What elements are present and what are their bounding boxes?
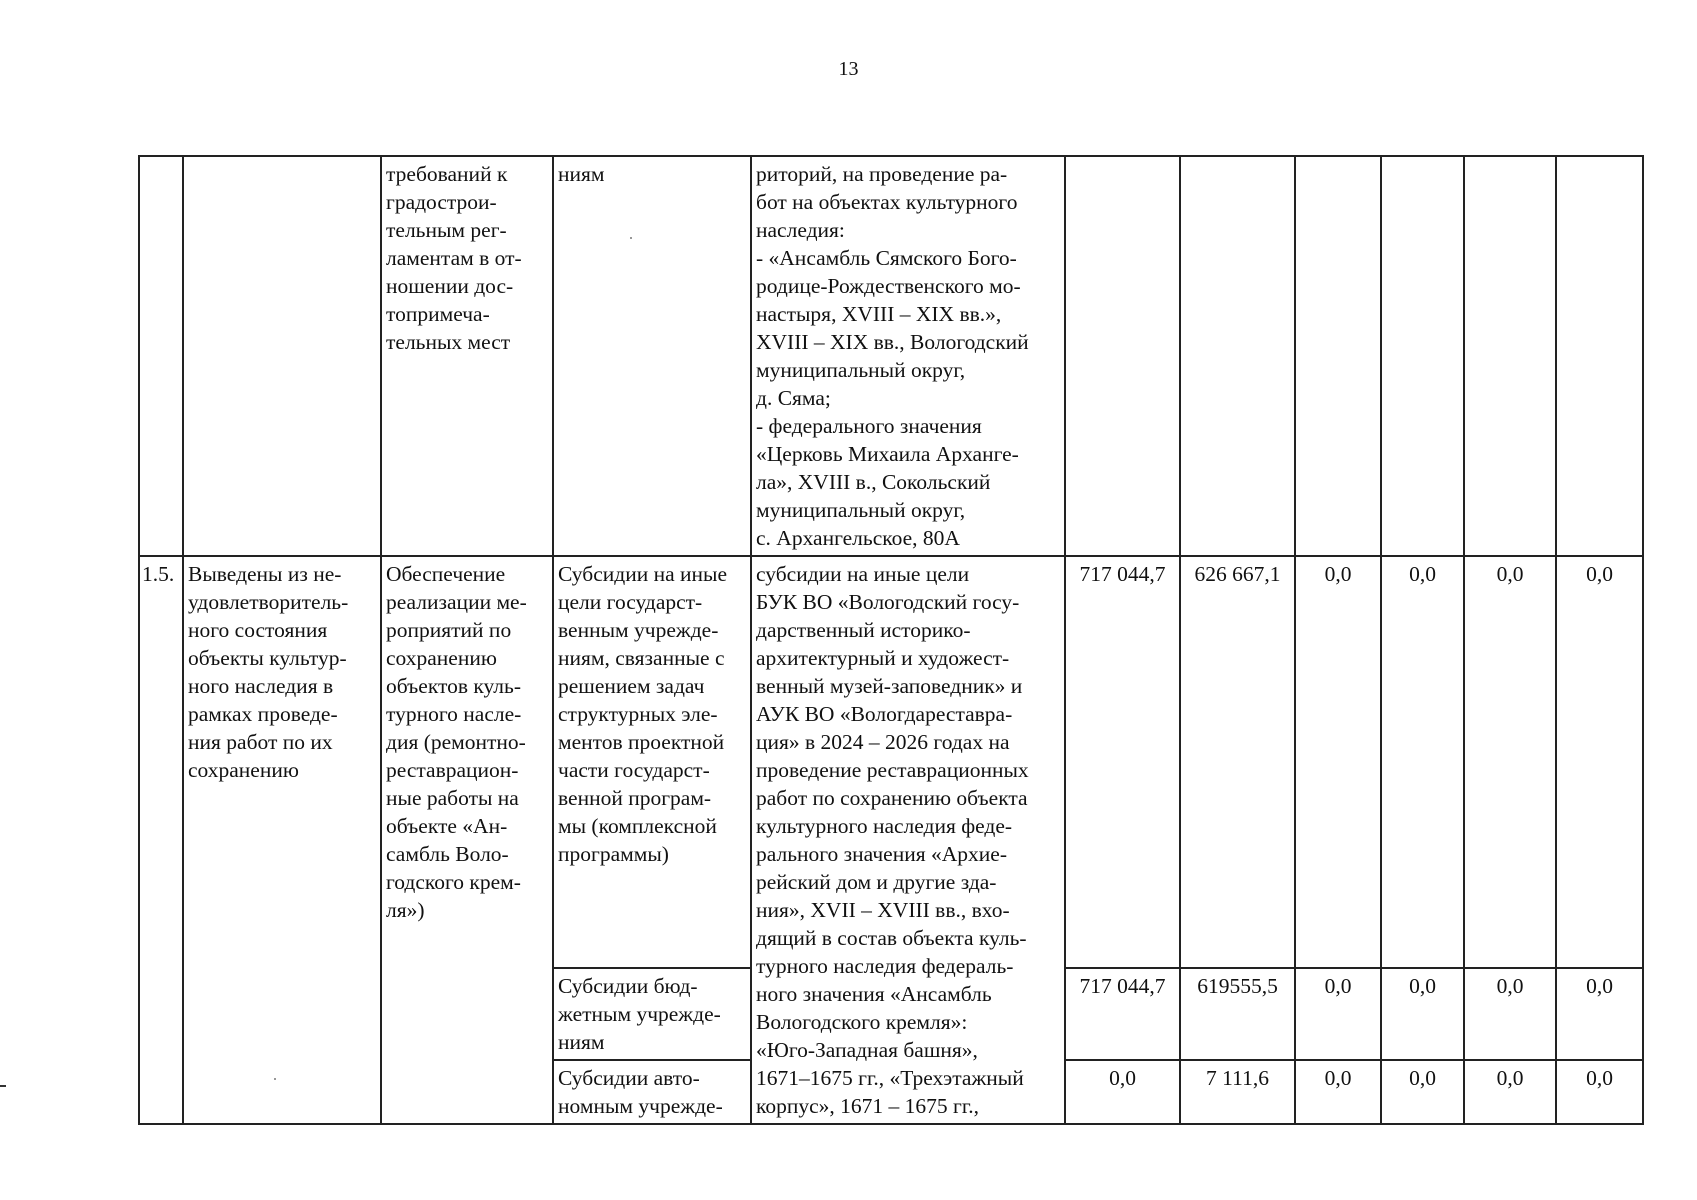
value-cell: 0,0 [1556,968,1643,1060]
value-cell: 0,0 [1381,968,1464,1060]
value-cell: 0,0 [1065,1060,1180,1124]
value-cell: 0,0 [1556,556,1643,968]
value-cell: 0,0 [1295,1060,1381,1124]
value-cell: 619555,5 [1180,968,1295,1060]
measure-cell: требований к градострои- тельным рег- ламентам в от- ношении дос- топримеча- тельных мест [381,156,553,556]
funding-source-cell: Субсидии авто- номным учрежде- [553,1060,751,1124]
program-table [138,155,1644,1125]
funding-source-cell: Субсидии бюд- жетным учрежде- ниям [553,968,751,1060]
value-cell: 7 111,6 [1180,1060,1295,1124]
value-cell [1180,156,1295,556]
scan-speck [274,1078,276,1080]
value-cell: 0,0 [1381,1060,1464,1124]
table-row-1-5 [139,556,1643,968]
scan-mark [0,1085,6,1087]
value-cell [1381,156,1464,556]
index-cell [139,156,183,556]
value-cell [1065,156,1180,556]
description-cell: риторий, на проведение ра- бот на объектах культурного наследия: - «Ансамбль Сямского Бого- родице-Рождественского мо- настыря, XVIII – XIX вв.», XVIII – XIX вв., Вологодский муниципальный округ, д. Сяма; - федерального значения «Церковь Михаила Арханге- ла», XVIII в., Сокольский муниципальный округ, с. Архангельское, 80А [751,156,1065,556]
value-cell: 0,0 [1295,968,1381,1060]
value-cell [1556,156,1643,556]
value-cell [1295,156,1381,556]
result-cell: Выведены из не- удовлетворитель- ного состояния объекты культур- ного наследия в рамках проведе- ния работ по их сохранению [183,556,381,1124]
page-number: 13 [838,58,859,80]
value-cell: 717 044,7 [1065,968,1180,1060]
table-row-continued [139,156,1643,556]
value-cell [1464,156,1556,556]
funding-source-cell: Субсидии на иные цели государст- венным учрежде- ниям, связанные с решением задач структурных эле- ментов проектной части государст- венной програм- мы (комплексной программы) [553,556,751,968]
value-cell: 0,0 [1381,556,1464,968]
funding-source-cell: ниям [553,156,751,556]
value-cell: 0,0 [1464,1060,1556,1124]
result-cell [183,156,381,556]
scan-speck [630,237,632,239]
value-cell: 0,0 [1295,556,1381,968]
value-cell: 0,0 [1556,1060,1643,1124]
measure-cell: Обеспечение реализации ме- роприятий по сохранению объектов куль- турного насле- дия (ремонтно- реставрацион- ные работы на объекте «Ан- самбль Воло- годского крем- ля») [381,556,553,1124]
row-index: 1.5. [139,556,183,1124]
value-cell: 0,0 [1464,556,1556,968]
value-cell: 626 667,1 [1180,556,1295,968]
description-cell: субсидии на иные цели БУК ВО «Вологодский госу- дарственный историко- архитектурный и художест- венный музей-заповедник» и АУК ВО «Вологдареставра- ция» в 2024 – 2026 годах на проведение реставрационных работ по сохранению объекта культурного наследия феде- рального значения «Архие- рейский дом и другие зда- ния», XVII – XVIII вв., вхо- дящий в состав объекта куль- турного наследия федераль- ного значения «Ансамбль Вологодского кремля»: «Юго-Западная башня», 1671–1675 гг., «Трехэтажный корпус», 1671 – 1675 гг., [751,556,1065,1124]
value-cell: 717 044,7 [1065,556,1180,968]
value-cell: 0,0 [1464,968,1556,1060]
